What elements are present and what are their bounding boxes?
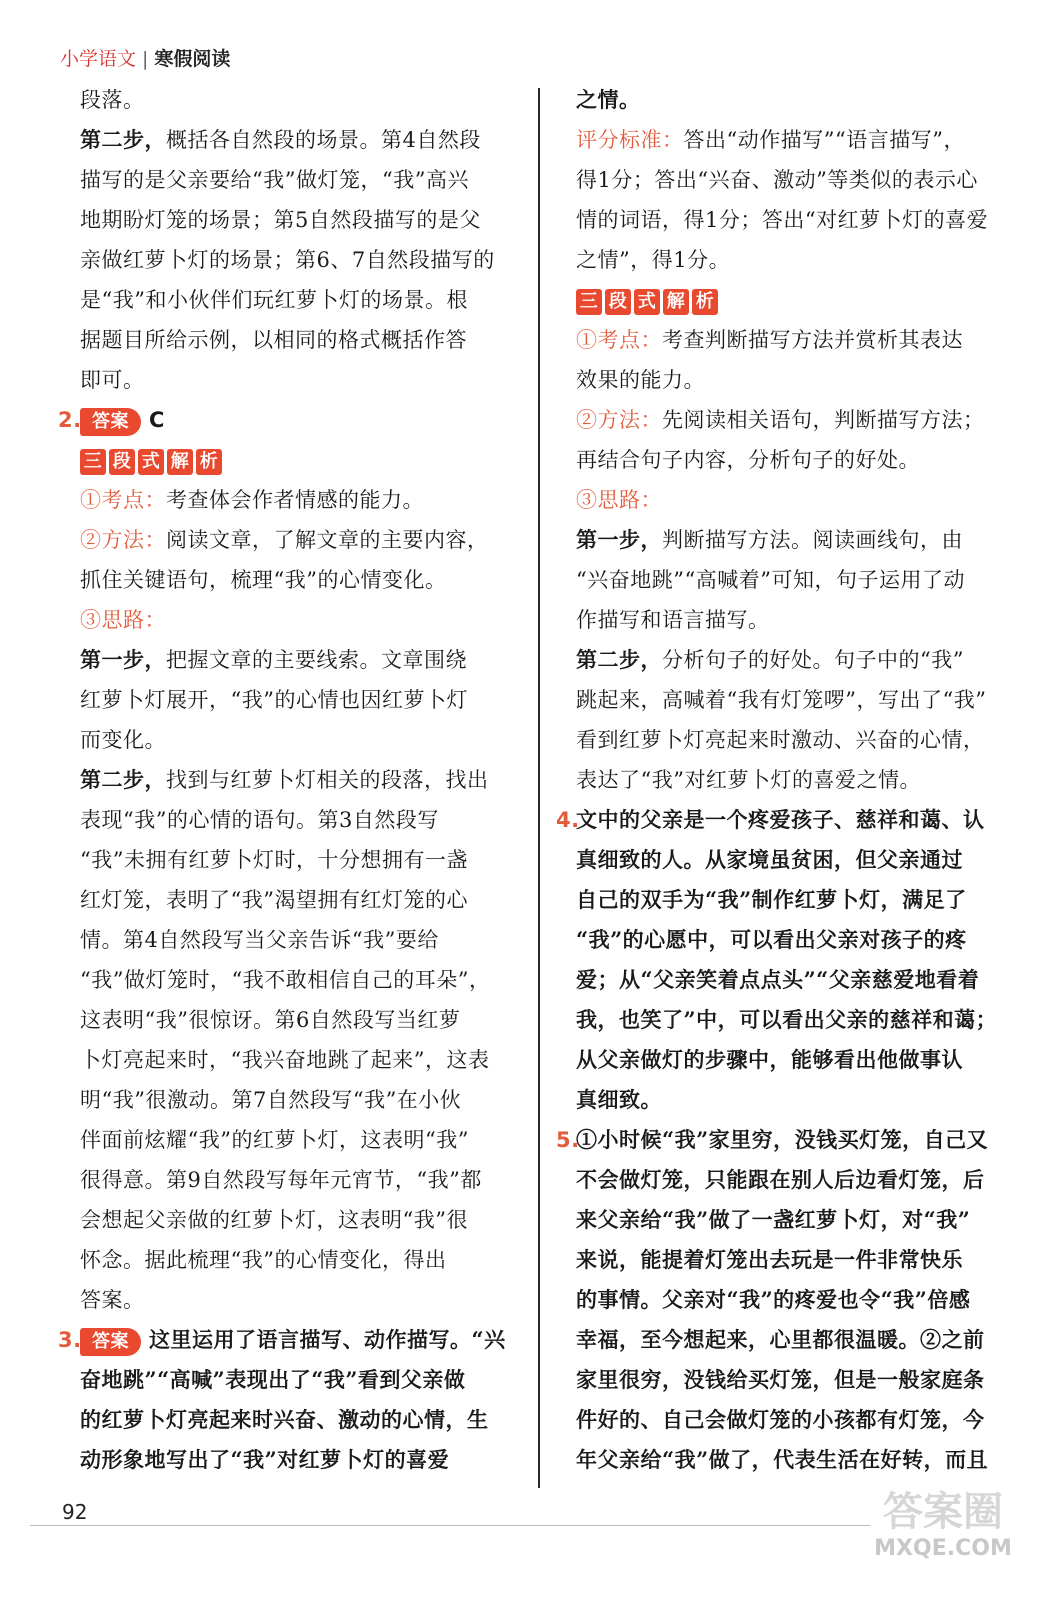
answer-text: 这里运用了语言描写、动作描写。“兴 bbox=[149, 1327, 506, 1352]
text-line: 得1分；答出“兴奋、激动”等类似的表示心 bbox=[576, 168, 978, 192]
step-text: 概括各自然段的场景。第4自然段 bbox=[166, 128, 481, 152]
text-line: “我”做灯笼时，“我不敢相信自己的耳朵”， bbox=[80, 968, 491, 992]
header-subject: 小学语文 bbox=[60, 48, 137, 70]
step-label: 第一步， bbox=[576, 527, 662, 552]
approach-label: ③思路： bbox=[576, 488, 662, 512]
text-line: 幸福，至今想起来，心里都很温暖。②之前 bbox=[576, 1327, 985, 1352]
analysis-char: 析 bbox=[692, 289, 718, 315]
text-line: 看到红萝卜灯亮起来时激动、兴奋的心情， bbox=[576, 728, 985, 752]
left-column bbox=[58, 80, 520, 1480]
text-line: 动形象地写出了“我”对红萝卜灯的喜爱 bbox=[80, 1447, 450, 1472]
text-line: 而变化。 bbox=[80, 728, 166, 752]
text-line: 再结合句子内容，分析句子的好处。 bbox=[576, 448, 920, 472]
text-line: 爱；从“父亲笑着点点头”“父亲慈爱地看着 bbox=[576, 967, 980, 992]
text-line: 地期盼灯笼的场景；第5自然段描写的是父 bbox=[80, 208, 481, 232]
header-separator: | bbox=[142, 48, 149, 70]
text-line bbox=[576, 400, 1016, 440]
answer-text: 文中的父亲是一个疼爱孩子、慈祥和蔼、认 bbox=[576, 807, 985, 832]
point-label: ①考点： bbox=[80, 488, 166, 512]
text-line: 答案。 bbox=[80, 1288, 145, 1312]
text-line: 自己的双手为“我”制作红萝卜灯，满足了 bbox=[576, 887, 967, 912]
text-line: 很得意。第9自然段写每年元宵节，“我”都 bbox=[80, 1168, 482, 1192]
text-line bbox=[576, 520, 1016, 560]
text-line: 怀念。据此梳理“我”的心情变化，得出 bbox=[80, 1248, 447, 1272]
question-2-answer bbox=[58, 400, 520, 440]
text-line: “兴奋地跳”“高喊着”可知，句子运用了动 bbox=[576, 568, 965, 592]
text-line: 会想起父亲做的红萝卜灯，这表明“我”很 bbox=[80, 1208, 468, 1232]
text-line bbox=[80, 640, 520, 680]
text-line: “我”未拥有红萝卜灯时，十分想拥有一盏 bbox=[80, 848, 468, 872]
text-line: 的红萝卜灯亮起来时兴奋、激动的心情，生 bbox=[80, 1407, 489, 1432]
answer-text: C bbox=[149, 408, 165, 432]
step-text: 分析句子的好处。句子中的“我” bbox=[662, 648, 964, 672]
analysis-badge bbox=[576, 289, 718, 315]
text-line: 来父亲给“我”做了一盏红萝卜灯，对“我” bbox=[576, 1207, 971, 1232]
right-column bbox=[556, 80, 1016, 1480]
text-line: 这表明“我”很惊讶。第6自然段写当红萝 bbox=[80, 1008, 461, 1032]
text-line: 情的词语，得1分；答出“对红萝卜灯的喜爱 bbox=[576, 208, 989, 232]
text-line bbox=[80, 520, 520, 560]
text-line: 抓住关键语句，梳理“我”的心情变化。 bbox=[80, 568, 447, 592]
analysis-char: 解 bbox=[167, 449, 193, 475]
text-line: 伴面前炫耀“我”的红萝卜灯，这表明“我” bbox=[80, 1128, 469, 1152]
analysis-header bbox=[80, 440, 520, 480]
text-line: 家里很穷，没钱给买灯笼，但是一般家庭条 bbox=[576, 1367, 985, 1392]
text-line: 明“我”很激动。第7自然段写“我”在小伙 bbox=[80, 1088, 462, 1112]
footer-rule bbox=[30, 1525, 870, 1526]
analysis-char: 三 bbox=[80, 449, 106, 475]
page-header bbox=[60, 44, 230, 71]
analysis-badge bbox=[80, 449, 222, 475]
method-label: ②方法： bbox=[576, 408, 662, 432]
page-number: 92 bbox=[62, 1500, 88, 1524]
text-line: 卜灯亮起来时，“我兴奋地跳了起来”，这表 bbox=[80, 1048, 490, 1072]
text-line: 的事情。父亲对“我”的疼爱也令“我”倍感 bbox=[576, 1287, 971, 1312]
scoring-text: 答出“动作描写”“语言描写”， bbox=[683, 128, 965, 152]
step-label: 第二步， bbox=[80, 767, 166, 792]
text-line bbox=[576, 320, 1016, 360]
analysis-char: 式 bbox=[634, 289, 660, 315]
text-line: 真细致的人。从家境虽贫困，但父亲通过 bbox=[576, 847, 963, 872]
text-line: 是“我”和小伙伴们玩红萝卜灯的场景。根 bbox=[80, 288, 468, 312]
question-5-answer bbox=[556, 1120, 1016, 1160]
text-line bbox=[576, 640, 1016, 680]
text-line bbox=[576, 120, 1016, 160]
text-line: 情。第4自然段写当父亲告诉“我”要给 bbox=[80, 928, 439, 952]
answer-badge: 答案 bbox=[80, 408, 141, 436]
text-line: 年父亲给“我”做了，代表生活在好转，而且 bbox=[576, 1447, 989, 1472]
analysis-header bbox=[576, 280, 1016, 320]
question-number: 3. bbox=[58, 1328, 82, 1352]
text-line: 跳起来，高喊着“我有灯笼啰”，写出了“我” bbox=[576, 688, 987, 712]
analysis-char: 段 bbox=[109, 449, 135, 475]
question-number: 4. bbox=[556, 808, 580, 832]
text-line: “我”的心愿中，可以看出父亲对孩子的疼 bbox=[576, 927, 967, 952]
text-line: 真细致。 bbox=[576, 1087, 662, 1112]
watermark-text: 答案圈 bbox=[883, 1489, 1003, 1535]
text-line: 表现“我”的心情的语句。第3自然段写 bbox=[80, 808, 439, 832]
method-text: 阅读文章，了解文章的主要内容， bbox=[166, 528, 489, 552]
text-line bbox=[80, 760, 520, 800]
text-line: 亲做红萝卜灯的场景；第6、7自然段描写的 bbox=[80, 248, 495, 272]
watermark-logo bbox=[868, 1488, 1018, 1578]
step-text: 找到与红萝卜灯相关的段落，找出 bbox=[166, 768, 489, 792]
text-line: 件好的、自己会做灯笼的小孩都有灯笼，今 bbox=[576, 1407, 985, 1432]
step-label: 第二步， bbox=[576, 647, 662, 672]
text-line bbox=[80, 480, 520, 520]
answer-badge: 答案 bbox=[80, 1328, 141, 1356]
text-line: 描写的是父亲要给“我”做灯笼，“我”高兴 bbox=[80, 168, 469, 192]
text-line: 之情。 bbox=[576, 87, 641, 112]
analysis-char: 析 bbox=[196, 449, 222, 475]
text-line: 来说，能提着灯笼出去玩是一件非常快乐 bbox=[576, 1247, 963, 1272]
step-text: 把握文章的主要线索。文章围绕 bbox=[166, 648, 467, 672]
text-line: 段落。 bbox=[80, 88, 145, 112]
question-number: 5. bbox=[556, 1128, 580, 1152]
text-line: 红萝卜灯展开，“我”的心情也因红萝卜灯 bbox=[80, 688, 468, 712]
text-line bbox=[576, 480, 1016, 520]
column-divider bbox=[538, 88, 540, 1488]
text-line bbox=[80, 120, 520, 160]
question-3-answer bbox=[58, 1320, 520, 1360]
text-line: 红灯笼，表明了“我”渴望拥有红灯笼的心 bbox=[80, 888, 468, 912]
text-line: 我，也笑了”中，可以看出父亲的慈祥和蔼； bbox=[576, 1007, 998, 1032]
method-label: ②方法： bbox=[80, 528, 166, 552]
text-line bbox=[80, 600, 520, 640]
text-line: 效果的能力。 bbox=[576, 368, 705, 392]
step-label: 第一步， bbox=[80, 647, 166, 672]
header-title: 寒假阅读 bbox=[154, 48, 231, 70]
answer-text: ①小时候“我”家里穷，没钱买灯笼，自己又 bbox=[576, 1127, 989, 1152]
point-text: 考查判断描写方法并赏析其表达 bbox=[662, 328, 963, 352]
question-4-answer bbox=[556, 800, 1016, 840]
text-line: 作描写和语言描写。 bbox=[576, 608, 770, 632]
approach-label: ③思路： bbox=[80, 608, 166, 632]
scoring-label: 评分标准： bbox=[576, 128, 684, 152]
step-label: 第二步， bbox=[80, 127, 166, 152]
analysis-char: 式 bbox=[138, 449, 164, 475]
step-text: 判断描写方法。阅读画线句，由 bbox=[662, 528, 963, 552]
point-label: ①考点： bbox=[576, 328, 662, 352]
watermark-url: MXQE.COM bbox=[874, 1536, 1012, 1561]
text-line: 之情”，得1分。 bbox=[576, 248, 731, 272]
analysis-char: 段 bbox=[605, 289, 631, 315]
analysis-char: 解 bbox=[663, 289, 689, 315]
text-line: 即可。 bbox=[80, 368, 145, 392]
text-line: 奋地跳”“高喊”表现出了“我”看到父亲做 bbox=[80, 1367, 466, 1392]
text-line: 从父亲做灯的步骤中，能够看出他做事认 bbox=[576, 1047, 963, 1072]
text-line: 据题目所给示例，以相同的格式概括作答 bbox=[80, 328, 467, 352]
method-text: 先阅读相关语句，判断描写方法； bbox=[662, 408, 985, 432]
text-line: 表达了“我”对红萝卜灯的喜爱之情。 bbox=[576, 768, 921, 792]
analysis-char: 三 bbox=[576, 289, 602, 315]
point-text: 考查体会作者情感的能力。 bbox=[166, 488, 424, 512]
question-number: 2. bbox=[58, 408, 82, 432]
text-line: 不会做灯笼，只能跟在别人后边看灯笼，后 bbox=[576, 1167, 985, 1192]
